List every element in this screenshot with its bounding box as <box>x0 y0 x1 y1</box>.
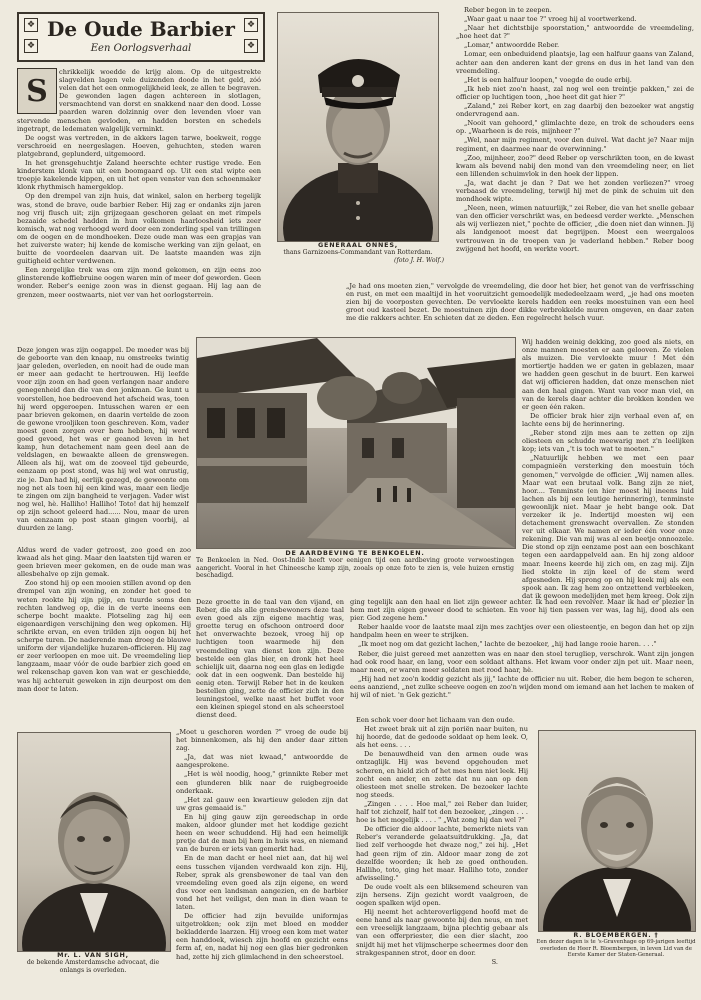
story-paragraph: „Ik heb niet zoo'n haast, zal nog wel een treintje pakken," zei de officier op luchtigen toon, „hoe heet dit gat hier ?" <box>456 84 694 101</box>
story-paragraph: De officier die aldoor lachte, bemerkte niets van Reber's veranderde gelaatsuitdrukking. „Ja, dat lied zelf verhoogde het dwaze nog," zei hij. „Het had geen rijm of zin. Aldoor maar zong de zot dezelfde woorden; ik heb ze goed onthouden. Halliho, toto, ging het maar. Halliho toto, zonder afwisseling." <box>356 825 528 882</box>
caption-text: Te Benkoelen in Ned. Oost-Indië heeft voor eenigen tijd een aardbeving groote verwoestingen aangericht. Vooral in het Chineesche kamp zijn, zooals op onze foto te zien is, vele huizen ernstig beschadigd. <box>196 557 514 580</box>
page-title: De Oude Barbier <box>47 17 235 41</box>
story-paragraph: „Het zal gauw een kwartieuw geleden zijn dat uw gras gemaaid is." <box>176 795 348 812</box>
photo-credit: (foto J. H. Wolf.) <box>394 256 444 264</box>
caption-name: GENERAAL ONNES, <box>318 241 398 249</box>
story-paragraph: „Naar het dichtstbije spoorstation," antwoordde de vreemdeling, „hoe heet dat ?" <box>456 24 694 41</box>
story-paragraph: Hij neemt het achteroverliggend hoofd met de eene hand als naar gewoonte bij den neus, en met een vreeselijk langzaam, bijna plechtig gebaar als van een offerpriester, die een dier slacht, zoo snijdt hij met het vlijmscherpe scheermes door den strakgespannen strot, door en door. <box>356 908 528 957</box>
story-paragraph: Een schok voer door het lichaam van den oude. <box>356 716 515 724</box>
story-column-1-wide <box>196 598 344 728</box>
portrait-photo-onnes <box>277 12 439 242</box>
photo-benkoelen-earthquake <box>196 337 516 549</box>
story-paragraph: „Ja, wat dacht je dan ? Dat we het zonden verliezen?" vroeg verbaasd de vreemdeling, terwijl hij met de pink de schuim uit den mondhoek wipte. <box>456 178 694 204</box>
story-paragraph: „Nooit van gehoord," glimlachte deze, en trok de schouders eens op. „Waarheen is de reis, mijnheer ?" <box>456 119 694 136</box>
story-paragraph: Op den drempel van zijn huis, dat winkel, salon en herberg tegelijk was, stond de brave, oude barbier Reber. Hij zag er ondanks zijn jaren nog vrij flusch uit; zijn grijzegaan geschoren gelaat en met rimpels bezaaide schedel hadden in hun volkomen haarloosheid iets zeer komisch, wat nog verhoogd werd door een zonderling spel van trillingen om de oogen en de mondhoeken. Deze oude man was een grapjas van het zuiverste water; hij kende de komische werking van zijn gelaat, en buitte de voordeelen daarvan uit. De laatste maanden was zijn guitigheid echter verdwenen. <box>17 192 261 266</box>
story-paragraph: De officier brak hier zijn verhaal even af, en lachte eens bij de herinnering. <box>522 411 694 428</box>
story-paragraph: De oogst was vertreden, in de akkers lagen tarwe, boekweit, rogge verschroeid en neergeslagen. Hoeven, gehuchten, steden waren platgebrand, geplunderd, uitgemoord. <box>17 133 261 158</box>
story-paragraph: „Zoo, mijnheer, zoo?" deed Reber op verschrikten toon, en de kwast kwam als bevend nabij den mond van den vreemdeling neer, en liet een lillenden schuimvlok in den hoek der lippen. <box>456 153 694 178</box>
story-paragraph: Wij hadden weinig dekking, zoo goed als niets, en onze mannen moesten er aan gelooven. Ze vielen als muizen. Die vervloekte muur ! Met één mortiertje hadden we er gaten in geblazen, maar we hadden geen geschut in de buurt. Een karwei dat wij officieren hadden, dat onze menschen niet aan den haal gingen. Want van voor man viel, en van de kerels daar achter die brokken konden we er geen één raken. <box>522 338 694 411</box>
ornament-icon: ❖ <box>244 18 258 32</box>
portrait-photo-bloembergen <box>538 730 696 932</box>
story-wide-block <box>346 282 694 336</box>
story-paragraph: „Reber stond zijn mes aan te zetten op zijn oliesteen en schudde meewarig met z'n leelijken kop; iets van „'t is toch wat te moeten." <box>522 429 694 454</box>
street-scene-illustration <box>197 338 515 548</box>
story-paragraph: ging tegelijk aan den haal en liet zijn geweer achter. Ik had een revolver. Maar ik had er plezier in hem met zijn eigen geweer dood te schieten. En voor hij tien passen ver was, lag hij, dood als een pier. God zegene hem." <box>350 598 694 623</box>
page-subtitle: Een Oorlogsverhaal <box>90 43 192 54</box>
photo-caption-van-sigh <box>14 952 172 974</box>
story-paragraph: De benauwdheid van den armen oude was ontzaglijk. Hij was bevend opgehouden met scheren, en hield zich of het mes hem niet leek. Hij zocht een ander, en zette dat nu aan op den oliesteen met snelle streken. De bezoeker lachte nog steeds. <box>356 750 528 799</box>
portrait-illustration <box>18 733 170 951</box>
story-paragraph: „Lomar," antwoordde Reber. <box>464 41 560 50</box>
story-paragraph: „Je had ons moeten zien," vervolgde de vreemdeling, die door het bier, het genot van de verfrissching en rust, en met een maaltijd in het vooruitzicht gemoedelijk mededeelzaam werd, „je had ons moeten zien bij de voorposten gevechten. De vervloekte kerels hadden een reeks moestuinen van een heel groot oud kasteel bezet. De moestuinen zijn door dikke verbrokkelde muren omgeven, en daar zaten me die rakkers achter. En schieten dat ze deden. Een regelrecht helsch vuur. <box>346 282 694 323</box>
story-paragraph: „Ik moet nog om dat gezicht lachen," lachte de bezoeker, „hij had lange rooie haren. . . ." <box>358 640 657 649</box>
story-paragraph: „Het is wèl noodig, hoog," grinnikte Reber met een glunderen blik naar de ruigbegroeide onderkaak. <box>176 770 348 795</box>
title-box <box>17 12 265 62</box>
story-paragraph: De oude voelt als een bliksemend scheuren van zijn hersens. Zijn gezicht wordt vaalgroen, de oogen spalken wijd open. <box>356 882 528 908</box>
caption-text: Een dezer dagen is te 's-Gravenhage op 69-jarigen leeftijd overleden de Heer R. Bloembergen, in leven Lid van de Eerste Kamer der Staten-Generaal. <box>536 939 696 958</box>
story-paragraph: „Moet u geschoren worden ?" vroeg de oude bij het binnenkomen, als hij den ander daar zitten zag. <box>176 728 348 753</box>
ornament-icon: ❖ <box>24 18 38 32</box>
story-column-1-continued <box>17 346 189 544</box>
story-column-wide-right <box>350 598 694 712</box>
story-paragraph: „Waar gaat u naar toe ?" vroeg hij al voortwerkend. <box>464 15 637 24</box>
story-paragraph: chrikkelijk woedde de krijg alom. Op de uitgestrekte slagvelden lagen vele duizenden doode in het geld, zóó velen dat het een onmogelijkheid leek, ze allen te begraven. De gewonden lagen dagen achtereen in slotlagen, versmachtend van dorst en snakkend naar den dood. Losse paarden waren dolzinnig over den levenden vloer van stervende menschen gevloden, en hadden borsten en schedels ingetrapt, de ledematen walgelijk verminkt. <box>17 68 261 133</box>
caption-text: de bekende Amsterdamsche advocaat, die onlangs is overleden. <box>26 959 160 974</box>
story-paragraph: Een zorgelijke trek was om zijn mond gekomen, en zijn eens zoo glinsterende koffiebruine oogen waren min of meer dof geworden. Geen wonder. Reber's eenige zoon was in dienst gegaan. Hij lag aan de grenzen, meer oostwaarts, niet ver van het oorlogsterrein. <box>17 266 261 299</box>
story-paragraph: „Natuurlijk hebben we met een paar compagnieën versterking den moestuin tóch genomen," vervolgde de officier. „Wij namen alles. Maar wat een brutaal volk. Bang zijn ze niet, hoor.... Tenminste (en hier moest hij ineens luid lachen als bij een leutige herinnering), tenminste gewoonlijk niet. Maar je hebt bange ook. Dat verzeker ik je. Indertijd moesten wij een detachement grenswacht overvallen. Ze stonden ver uit elkaar. We namen er ieder één voor onze rekening. Die van mij was al een beetje onnoozele. Die stond op zijn eenzame post aan een boschkant tegen een aardappelveld aan. En hij zong aldoor maar. Ineens keerde hij zich om, en zag mij. Zijn lied stokte in zijn keel of de stem werd afgesneden. Hij sprong op en hij keek mij als een spook aan. Ik zag hem zoo ontzettend verbleeken, dat ik gewoon medelijden met hem kreeg. Ook zijn <box>522 454 694 600</box>
story-signature: S. <box>491 957 498 966</box>
story-paragraph: En hij ging gauw zijn gereedschap in orde maken, aldoor glunder met het koddige gezicht heen en weer schuddend. Hij had een heimelijk pretje dat de man bij hem in huis was, en niemand van de buren er iets van gemerkt had. <box>176 812 348 854</box>
story-paragraph: Lomar, een onbeduidend plaatsje, lag een halfuur gaans van Zaland, achter aan den anderen kant der grens en dus in het land van den vreemdeling. <box>456 50 694 75</box>
ornament-icon: ❖ <box>24 39 38 53</box>
story-column-1 <box>17 68 261 346</box>
story-column-2b <box>356 716 528 978</box>
story-column-1-lower <box>17 546 191 726</box>
story-paragraph: De officier had zijn bevuilde uniformjas uitgetrokken; ook zijn met bloed en modder bekladderde laarzen. Hij vroeg een kom met water een handdoek, wiesch zijn hoofd en gezicht eens ferm af, en, nadat hij nog een glas bier gedronken had, zette hij zich glimlachend in den scheerstoel. <box>176 912 348 961</box>
story-paragraph: „Neen, neen, wimen natuurlijk," zei Reber, die van het snelle gebaar van den officier verschrikt was, en bedeesd verder werkte. „Menschen als wij verliezen niet," pochte de officier, „die doen niet dan winnen. Jij als landgenoot moest dat begrijpen. Moest een weergaloos vertrouwen in de troepen van je vaderland hebben." Reber boog zwijgend het hoofd, en werkte voort. <box>456 204 694 253</box>
story-paragraph: Reber begon in te zeepen. <box>464 6 552 14</box>
photo-caption-benkoelen <box>196 550 514 580</box>
story-paragraph: Het zweet brak uit al zijn poriën naar buiten, nu hij hoorde, dat de gedoode soldaat op hem leek. O, als het eens. . . . <box>356 725 528 750</box>
story-paragraph: „Hij had net zoo'n koddig gezicht als jij," lachte de officier nu uit. Reber, die hem begon te scheren, eens aanziend, „net zulke scheeve oogen en zoo'n wijden mond om iemand aan het lachen te maken of hij wil of niet. 'n Gek gezicht." <box>350 674 694 700</box>
story-paragraph: En de man dacht er heel niet aan, dat hij wel eens tusschen vijanden verdwaald kon zijn. Hij, Reber, sprak als grensbewoner de taal van den vreemdeling even goed als zijn eigene, en werd dus voor een landsman aangezien, en de barbier vond het het veiligst, den man in dien waan te laten. <box>176 854 348 911</box>
caption-text: thans Garnizoens-Commandant van Rotterdam. <box>283 249 433 257</box>
story-paragraph: Zoo stond hij op een mooien stillen avond op den drempel van zijn woning, en zonder het goed te weten rookte hij zijn pijp, en tuurde soms den rechten landweg op, die in de verte ineens een scherpe bocht maakte. Plotseling zag hij een eigenaardigen verschijning den weg opkomen. Hij schrikte ervan, en even trilden zijn oogen bij het scherpe turen. De naderende man droeg de blauwe uniform der vijandelijke huzaren-officieren. Hij zag er zeer verloopen en moe uit. De vreemdeling liep langzaam, maar vóór de oude barbier zich goed en wel rekenschap gaven kon van wat er geschiedde, was hij achteruit geweken in zijn deurpost om den man door te laten. <box>17 579 191 693</box>
story-paragraph: Deze groette in de taal van den vijand, en Reber, die als alle grensbewoners deze taal even goed als zijn eigene machtig was, groette terug en ofschoon ontroerd door het onverwachte bezoek, vroeg hij op luchtigen toon waarmede hij den vreemdeling van dienst kon zijn. Deze bestelde een glas bier, en dronk het heel schielijk uit, daarna nog een glas en ledigde ook dat in een oogwenk. Dan bestelde hij eenig eten. Terwijl Reber het in de keuken bestellen ging, zette de officier zich in den leuningstoel, welke naast het buffet voor een kleinen spiegel stond en als scheerstoel dienst deed. <box>196 598 344 720</box>
story-paragraph: „Zaland," zei Reber kort, en zag daarbij den bezoeker wat angstig ondervragend aan. <box>456 102 694 119</box>
caption-name: R. BLOEMBERGEN. † <box>573 931 659 939</box>
story-paragraph: Deze jongen was zijn oogappel. De moeder was bij de geboorte van den knaap, nu omstreeks twintig jaar geleden, overleden, en nooit had de oude man er meer aan gedacht te hertrouwen. Hij leefde voor zijn zoon en had geen verlangen naar andere genegenheid dan die van den jonkman. Ge kunt u voorstellen, hoe bedroevend het afscheid was, toen hij werd opgeroepen. Intusschen waren er een paar brieven gekomen, en daarin vertelde de zoon de gewone vrooljiken toon geschreven. Kom, vader moest geen zorgen over hem hebben, hij werd goed gevoed, het was er geanod leven in het kamp, hun detachement nam geen deel aan de veldslagen, en bewaakte alleen de grenswegen. Alleen als hij, wat om de zooveel tijd gebeurde, eenzaam op post stond, was hij wel wat onrustig, zie je. Dan had hij, eerlijk gezegd, de gewoonte om nog net als toen hij een kind was, maar een liedje te zingen om zijn bangheid te verjagen. Vader wist nog wel, hè. Halliho! Halliho! Toto! dat hij hemzelf op zijn schoot geleerd had...... Nou, maar de uren van eenzaam op post staan gingen voorbij, al duurden ze lang. <box>17 346 189 533</box>
portrait-illustration <box>278 13 438 241</box>
story-paragraph: „Ja, dat was niet kwaad," antwoordde de aangesprokene. <box>176 753 348 770</box>
drop-cap: S <box>17 68 57 114</box>
portrait-photo-van-sigh <box>17 732 171 952</box>
story-column-2 <box>176 728 348 968</box>
story-column-3 <box>456 6 694 312</box>
caption-title: DE AARDBEVING TE BENKOELEN. <box>285 549 425 557</box>
story-paragraph: In het grensgehuchtje Zaland heerschte echter rustige vrede. Een kinderstem klonk van uit een boomgaard op. Uit een stal wipte een troepje kakelende kippen, en uit het open venster van den schoenmaker klonk rhythmisch hamergeklop. <box>17 159 261 192</box>
ornament-icon: ❖ <box>244 39 258 53</box>
story-paragraph: Reber haalde voor de laatste maal zijn mes zachtjes over een oliesteentje, en begon dan het op zijn handpalm heen en weer te strijken. <box>350 623 694 640</box>
photo-caption-bloembergen <box>536 932 696 958</box>
photo-caption-onnes <box>272 242 444 264</box>
story-paragraph: Reber, die juist gereed met aanzetten was en naar den stoel terugliep, verschrok. Want zijn jongen had ook rood haar, en lang, voor een soldaat althans. Het kwam voor onder zijn pet uit. Maar neen, maar neen, er waren meer soldaten met rood haar, hè. <box>350 649 694 674</box>
caption-name: Mr. L. VAN SIGH, <box>57 951 129 959</box>
story-paragraph: „Zingen . . . . Hoe mal," zei Reber dan luider, half tot zichzelf, half tot den bezoeker, „zingen . . . hoe is het mogelijk . . . . " „Wat zong hij dan wel ?" <box>356 799 528 825</box>
story-column-4 <box>522 338 694 600</box>
story-paragraph: Aldus werd de vader getroost, zoo goed en zoo kwaad als het ging. Maar den laatsten tijd waren er geen brieven meer gekomen, en de oude man was allesbehalve op zijn gemak. <box>17 546 191 579</box>
story-paragraph: „Wel, naar mijn regiment, voor den duivel. Wat dacht je? Naar mijn regiment, en daarmee naar de overwinning." <box>456 136 694 153</box>
portrait-illustration <box>539 731 695 931</box>
story-paragraph: „Het is een halfuur loopen," voegde de oude erbij. <box>464 75 632 84</box>
